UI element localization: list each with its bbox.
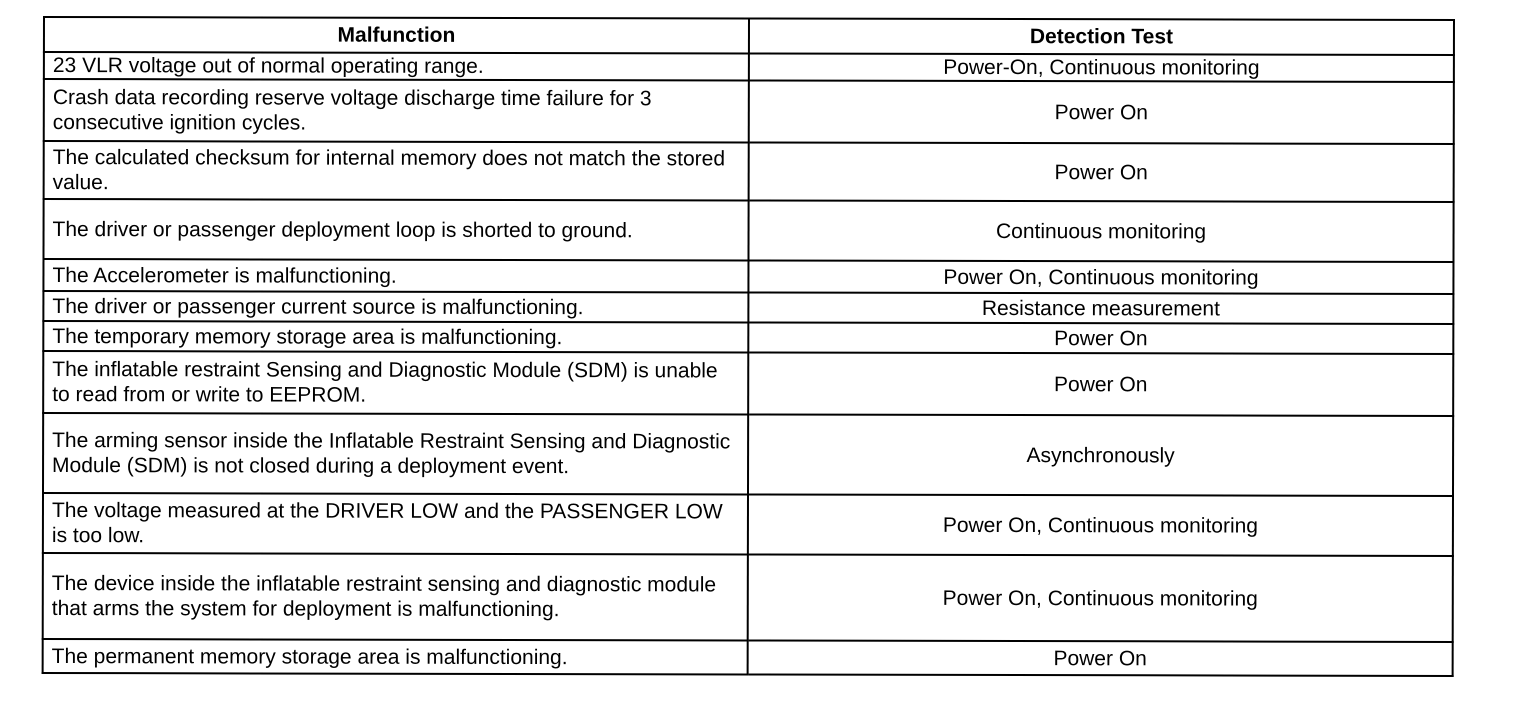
table-row [43,553,1453,642]
table-row [44,52,1454,82]
table-row [43,259,1453,294]
table-row [43,199,1453,262]
malfunction-cell: The temporary memory storage area is malfunctioning. [43,321,748,352]
table-row [44,79,1454,144]
malfunction-cell: The device inside the inflatable restraint sensing and diagnostic module that arms the system for deployment is malfunctioning. [43,553,748,640]
malfunction-cell: The voltage measured at the DRIVER LOW and the PASSENGER LOW is too low. [43,493,748,554]
detection-test-cell: Power-On, Continuous monitoring [749,53,1454,81]
detection-test-cell: Power On [748,352,1453,415]
detection-test-cell: Power On, Continuous monitoring [748,494,1453,555]
header-malfunction: Malfunction [44,17,749,53]
detection-test-cell: Asynchronously [748,414,1453,495]
table-row [43,639,1453,676]
malfunction-cell: 23 VLR voltage out of normal operating range. [44,52,749,80]
malfunction-cell: The inflatable restraint Sensing and Diagnostic Module (SDM) is unable to read from or write to EEPROM. [43,351,748,414]
detection-test-cell: Power On [749,142,1454,201]
table-row [43,291,1453,324]
table-header-row [44,17,1454,55]
malfunction-detection-table [42,16,1455,677]
malfunction-cell: The Accelerometer is malfunctioning. [43,259,748,292]
table-row [43,321,1453,354]
malfunction-cell: Crash data recording reserve voltage discharge time failure for 3 consecutive ignition cycles. [44,79,749,142]
malfunction-cell: The driver or passenger current source is malfunctioning. [43,291,748,322]
detection-test-cell: Power On [748,640,1453,675]
table-row [44,141,1454,202]
detection-test-cell: Power On, Continuous monitoring [748,260,1453,293]
malfunction-cell: The calculated checksum for internal memory does not match the stored value. [44,141,749,200]
detection-test-cell: Resistance measurement [748,292,1453,323]
detection-test-cell: Continuous monitoring [748,200,1453,261]
header-detection-test: Detection Test [749,18,1454,54]
malfunction-cell: The permanent memory storage area is malfunctioning. [43,639,748,674]
detection-test-cell: Power On [748,322,1453,353]
detection-test-cell: Power On [749,80,1454,143]
malfunction-cell: The driver or passenger deployment loop is shorted to ground. [43,199,748,260]
table-row [43,413,1453,496]
detection-test-cell: Power On, Continuous monitoring [748,554,1453,641]
malfunction-cell: The arming sensor inside the Inflatable Restraint Sensing and Diagnostic Module (SDM) is not closed during a deployment event. [43,413,748,494]
table-row [43,493,1453,556]
table-row [43,351,1453,416]
